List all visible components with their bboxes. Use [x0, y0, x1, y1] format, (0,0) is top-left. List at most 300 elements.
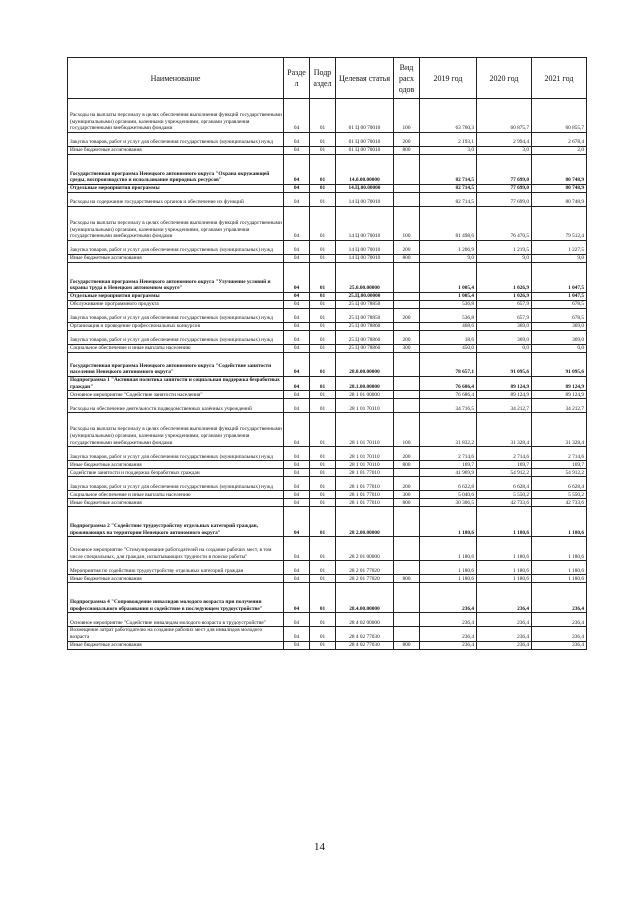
cell-subsection: 01: [310, 377, 336, 391]
cell-2021: 80 748,9: [532, 193, 587, 207]
cell-expense-type: [394, 627, 420, 641]
cell-expense-type: 100: [394, 413, 420, 447]
cell-subsection: 01: [310, 469, 336, 477]
cell-name: Иные бюджетные ассигнования: [68, 499, 284, 507]
table-row: [68, 241, 587, 255]
cell-name: Подпрограмма 1 "Активная политика занятости и социальная поддержка безработных граждан": [68, 377, 284, 391]
cell-section: 04: [284, 469, 310, 477]
cell-target-article: 28 1 01 70110: [336, 461, 394, 469]
table-row: [68, 391, 587, 399]
cell-2019: 82 714,5: [420, 155, 477, 185]
cell-name: Организация и проведение профессиональных конкурсов: [68, 323, 284, 331]
cell-2021: 369,0: [532, 323, 587, 331]
cell-2020: 54 912,2: [477, 469, 532, 477]
cell-expense-type: 100: [394, 207, 420, 241]
cell-subsection: 01: [310, 447, 336, 461]
cell-section: 04: [284, 345, 310, 353]
cell-2019: 236,4: [420, 613, 477, 627]
cell-2019: 1 180,6: [420, 507, 477, 537]
cell-target-article: 28 1 01 70110: [336, 447, 394, 461]
header-year-2021: 2021 год: [532, 58, 587, 99]
cell-section: 04: [284, 147, 310, 155]
cell-expense-type: 200: [394, 331, 420, 345]
cell-target-article: 14 Ц 00 70010: [336, 207, 394, 241]
cell-subsection: 01: [310, 477, 336, 491]
cell-2020: 77 699,0: [477, 185, 532, 193]
cell-name: Иные бюджетные ассигнования: [68, 575, 284, 583]
cell-2020: 6 628,4: [477, 477, 532, 491]
cell-name: Иные бюджетные ассигнования: [68, 461, 284, 469]
cell-target-article: 25 Ц 00 78860: [336, 331, 394, 345]
table-row: [68, 345, 587, 353]
cell-2021: 5 550,2: [532, 491, 587, 499]
cell-2019: 18,6: [420, 331, 477, 345]
cell-target-article: 28.4.00.00000: [336, 583, 394, 613]
table-row: [68, 641, 587, 649]
cell-target-article: 28 2 01 77020: [336, 575, 394, 583]
cell-subsection: 01: [310, 147, 336, 155]
header-section: Разде л: [284, 58, 310, 99]
cell-section: 04: [284, 207, 310, 241]
cell-section: 04: [284, 641, 310, 649]
cell-section: 04: [284, 133, 310, 147]
cell-2020: 89 124,9: [477, 377, 532, 391]
cell-2021: 89 124,9: [532, 391, 587, 399]
cell-2021: 79 512,4: [532, 207, 587, 241]
cell-target-article: 28 4 02 00000: [336, 613, 394, 627]
cell-expense-type: 800: [394, 147, 420, 155]
cell-subsection: 01: [310, 507, 336, 537]
cell-2020: 1 180,6: [477, 575, 532, 583]
cell-section: 04: [284, 575, 310, 583]
cell-target-article: 25.0.00.00000: [336, 263, 394, 293]
cell-expense-type: 300: [394, 491, 420, 499]
cell-2019: 63 760,3: [420, 99, 477, 133]
cell-2020: 169,7: [477, 461, 532, 469]
table-row: [68, 627, 587, 641]
cell-2019: 536,8: [420, 301, 477, 309]
cell-2020: 42 733,6: [477, 499, 532, 507]
cell-2019: 1 180,6: [420, 537, 477, 561]
cell-2021: 1 047,5: [532, 263, 587, 293]
cell-2021: 1 180,6: [532, 561, 587, 575]
table-header-row: [68, 58, 587, 99]
cell-target-article: 28 2 01 00000: [336, 537, 394, 561]
cell-section: 04: [284, 331, 310, 345]
table-body: [68, 99, 587, 650]
cell-name: Подпрограмма 2 "Содействие трудоустройству отдельных категорий граждан, проживающих на территории Ненецкого автономного округа": [68, 507, 284, 537]
cell-name: Социальное обеспечение и иные выплаты населению: [68, 345, 284, 353]
table-row: [68, 583, 587, 613]
cell-2020: 1 219,5: [477, 241, 532, 255]
cell-2020: 657,9: [477, 301, 532, 309]
table-row: [68, 413, 587, 447]
cell-expense-type: 800: [394, 641, 420, 649]
cell-2020: 76 470,5: [477, 207, 532, 241]
cell-target-article: 25 Ц 00 78850: [336, 309, 394, 323]
cell-subsection: 01: [310, 133, 336, 147]
table-row: [68, 323, 587, 331]
cell-target-article: 25 Ц 00 78850: [336, 301, 394, 309]
table-row: [68, 301, 587, 309]
cell-subsection: 01: [310, 613, 336, 627]
cell-section: 04: [284, 323, 310, 331]
cell-2019: 1 005,4: [420, 263, 477, 293]
cell-2021: 6 628,4: [532, 477, 587, 491]
cell-expense-type: [394, 469, 420, 477]
cell-expense-type: [394, 399, 420, 413]
cell-section: 04: [284, 241, 310, 255]
cell-expense-type: 200: [394, 309, 420, 323]
cell-2021: 80 748,9: [532, 155, 587, 185]
cell-expense-type: [394, 561, 420, 575]
cell-section: 04: [284, 461, 310, 469]
cell-expense-type: [394, 353, 420, 377]
cell-section: 04: [284, 185, 310, 193]
cell-name: Закупка товаров, работ и услуг для обеспечения государственных (муниципальных) нужд: [68, 241, 284, 255]
cell-2020: 77 699,0: [477, 193, 532, 207]
cell-section: 04: [284, 255, 310, 263]
cell-name: Обслуживание программного продукта: [68, 301, 284, 309]
header-target-article: Целевая статья: [336, 58, 394, 99]
cell-2019: 1 005,4: [420, 293, 477, 301]
cell-subsection: 01: [310, 263, 336, 293]
cell-subsection: 01: [310, 345, 336, 353]
header-expense-type: Вид расх одов: [394, 58, 420, 99]
cell-2021: 678,5: [532, 309, 587, 323]
cell-2021: 54 912,2: [532, 469, 587, 477]
cell-2019: 236,4: [420, 583, 477, 613]
cell-target-article: 28 2.00.00000: [336, 507, 394, 537]
cell-expense-type: [394, 377, 420, 391]
cell-2019: 30 306,5: [420, 499, 477, 507]
cell-2020: 2 714,6: [477, 447, 532, 461]
cell-2019: 450,0: [420, 345, 477, 353]
cell-name: Социальное обеспечение и иные выплаты населению: [68, 491, 284, 499]
cell-subsection: 01: [310, 255, 336, 263]
cell-2021: 9,0: [532, 255, 587, 263]
cell-2020: 3,0: [477, 147, 532, 155]
cell-section: 04: [284, 293, 310, 301]
cell-2021: 169,7: [532, 461, 587, 469]
cell-subsection: 01: [310, 185, 336, 193]
cell-2019: 1 180,6: [420, 575, 477, 583]
cell-target-article: 28 1 01 00000: [336, 391, 394, 399]
cell-target-article: 28 4 02 77030: [336, 627, 394, 641]
cell-expense-type: [394, 293, 420, 301]
table-row: [68, 353, 587, 377]
cell-subsection: 01: [310, 399, 336, 413]
cell-subsection: 01: [310, 461, 336, 469]
cell-subsection: 01: [310, 413, 336, 447]
table-row: [68, 507, 587, 537]
table-row: [68, 263, 587, 293]
cell-section: 04: [284, 499, 310, 507]
cell-2020: 89 124,9: [477, 391, 532, 399]
cell-target-article: 28 2 01 77020: [336, 561, 394, 575]
cell-name: Расходы на обеспечение деятельности подведомственных казённых учреждений: [68, 399, 284, 413]
cell-name: Основное мероприятие "Стимулирование работодателей на создание рабочих мест, в том числе специальных, для граждан, испытывающих трудности в поиске работы": [68, 537, 284, 561]
cell-subsection: 01: [310, 207, 336, 241]
cell-target-article: 14.0.00.00000: [336, 155, 394, 185]
cell-expense-type: 200: [394, 447, 420, 461]
cell-expense-type: 800: [394, 499, 420, 507]
cell-name: Расходы на выплаты персоналу в целях обеспечения выполнения функций государственными (муниципальными) органами, казенными учреждениями, органами управления государственными внебюджетными фондами: [68, 99, 284, 133]
cell-target-article: 28.0.00.00000: [336, 353, 394, 377]
cell-section: 04: [284, 537, 310, 561]
cell-2021: 236,4: [532, 583, 587, 613]
cell-2021: 1 227,5: [532, 241, 587, 255]
cell-target-article: 28 4 02 77030: [336, 641, 394, 649]
cell-2020: 34 212,7: [477, 399, 532, 413]
table-row: [68, 309, 587, 323]
table-row: [68, 561, 587, 575]
cell-name: Иные бюджетные ассигнования: [68, 641, 284, 649]
cell-target-article: 14 Ц 00 70010: [336, 193, 394, 207]
cell-2019: 3,0: [420, 147, 477, 155]
cell-target-article: 25 Ц 00 78860: [336, 323, 394, 331]
cell-2020: 2 994,4: [477, 133, 532, 147]
cell-2019: 78 657,1: [420, 353, 477, 377]
cell-2021: 369,0: [532, 331, 587, 345]
cell-target-article: 28 1 01 77010: [336, 499, 394, 507]
cell-section: 04: [284, 507, 310, 537]
cell-2021: 1 180,6: [532, 575, 587, 583]
cell-2021: 42 733,6: [532, 499, 587, 507]
table-row: [68, 537, 587, 561]
cell-subsection: 01: [310, 561, 336, 575]
header-year-2020: 2020 год: [477, 58, 532, 99]
cell-section: 04: [284, 477, 310, 491]
cell-2020: 657,9: [477, 309, 532, 323]
cell-section: 04: [284, 301, 310, 309]
table-row: [68, 491, 587, 499]
cell-section: 04: [284, 263, 310, 293]
cell-name: Содействие занятости и поддержка безработных граждан: [68, 469, 284, 477]
cell-subsection: 01: [310, 499, 336, 507]
table-row: [68, 133, 587, 147]
cell-section: 04: [284, 491, 310, 499]
cell-2019: 1 180,6: [420, 561, 477, 575]
cell-subsection: 01: [310, 491, 336, 499]
cell-2019: 2 714,6: [420, 447, 477, 461]
cell-expense-type: [394, 193, 420, 207]
cell-expense-type: 300: [394, 345, 420, 353]
cell-2021: 31 328,4: [532, 413, 587, 447]
cell-name: Закупка товаров, работ и услуг для обеспечения государственных (муниципальных) нужд: [68, 133, 284, 147]
budget-table: [67, 57, 587, 650]
table-row: [68, 185, 587, 193]
cell-section: 04: [284, 399, 310, 413]
cell-subsection: 01: [310, 391, 336, 399]
cell-expense-type: 800: [394, 575, 420, 583]
cell-2019: 9,0: [420, 255, 477, 263]
cell-name: Расходы на содержание государственных органов и обеспечение их функций: [68, 193, 284, 207]
cell-subsection: 01: [310, 537, 336, 561]
cell-subsection: 01: [310, 641, 336, 649]
cell-2020: 5 550,2: [477, 491, 532, 499]
cell-subsection: 01: [310, 323, 336, 331]
cell-target-article: 25 Ц 00 78860: [336, 345, 394, 353]
cell-2019: 31 832,2: [420, 413, 477, 447]
cell-2019: 81 498,6: [420, 207, 477, 241]
cell-section: 04: [284, 99, 310, 133]
cell-section: 04: [284, 309, 310, 323]
cell-section: 04: [284, 583, 310, 613]
cell-target-article: 28 1 01 77010: [336, 477, 394, 491]
cell-target-article: 01 Ц 00 70010: [336, 147, 394, 155]
cell-subsection: 01: [310, 193, 336, 207]
cell-section: 04: [284, 413, 310, 447]
table-row: [68, 399, 587, 413]
cell-subsection: 01: [310, 155, 336, 185]
cell-name: Иные бюджетные ассигнования: [68, 147, 284, 155]
cell-section: 04: [284, 193, 310, 207]
cell-name: Государственная программа Ненецкого автономного округа "Содействие занятости населения Ненецкого автономного округа": [68, 353, 284, 377]
table-row: [68, 499, 587, 507]
cell-2021: 1 180,6: [532, 537, 587, 561]
cell-name: Возмещение затрат работодателю на создание рабочих мест для инвалидов молодого возраста: [68, 627, 284, 641]
cell-name: Мероприятия по содействию трудоустройству отдельных категорий граждан: [68, 561, 284, 575]
cell-2020: 1 026,9: [477, 293, 532, 301]
cell-name: Основное мероприятие "Содействие занятости населения": [68, 391, 284, 399]
cell-2020: 369,0: [477, 323, 532, 331]
cell-section: 04: [284, 353, 310, 377]
cell-name: Расходы на выплаты персоналу в целях обеспечения выполнения функций государственными (муниципальными) органами, казенными учреждениями, органами управления государственными внебюджетными фондами: [68, 207, 284, 241]
cell-expense-type: 200: [394, 477, 420, 491]
cell-2020: 1 026,9: [477, 263, 532, 293]
cell-2020: 1 180,6: [477, 537, 532, 561]
cell-2019: 5 040,6: [420, 491, 477, 499]
page-number: 14: [314, 841, 325, 853]
cell-2020: 236,4: [477, 583, 532, 613]
cell-2020: 1 180,6: [477, 507, 532, 537]
cell-name: Государственная программа Ненецкого автономного округа "Улучшение условий и охраны труда в Ненецком автономном округе": [68, 263, 284, 293]
header-year-2019: 2019 год: [420, 58, 477, 99]
cell-name: Отдельные мероприятия программы: [68, 185, 284, 193]
cell-2021: 0,0: [532, 345, 587, 353]
cell-2021: 2 714,6: [532, 447, 587, 461]
cell-expense-type: [394, 613, 420, 627]
header-subsection: Подр аздел: [310, 58, 336, 99]
cell-2021: 678,5: [532, 301, 587, 309]
cell-2020: 9,0: [477, 255, 532, 263]
cell-subsection: 01: [310, 583, 336, 613]
cell-2021: 236,4: [532, 641, 587, 649]
cell-expense-type: 800: [394, 255, 420, 263]
cell-2019: 236,4: [420, 627, 477, 641]
cell-2021: 236,4: [532, 613, 587, 627]
cell-subsection: 01: [310, 301, 336, 309]
cell-expense-type: [394, 391, 420, 399]
cell-2019: 468,6: [420, 323, 477, 331]
table-row: [68, 477, 587, 491]
table-row: [68, 575, 587, 583]
table-row: [68, 469, 587, 477]
cell-expense-type: [394, 155, 420, 185]
cell-2021: 1 047,5: [532, 293, 587, 301]
cell-expense-type: 200: [394, 133, 420, 147]
cell-section: 04: [284, 155, 310, 185]
cell-expense-type: [394, 583, 420, 613]
cell-name: Иные бюджетные ассигнования: [68, 255, 284, 263]
table-row: [68, 293, 587, 301]
table-row: [68, 193, 587, 207]
cell-name: Государственная программа Ненецкого автономного округа "Охрана окружающей среды, воспроизводство и использование природных ресурсов": [68, 155, 284, 185]
cell-name: Подпрограмма 4 "Сопровождение инвалидов молодого возраста при получении профессионального образования и содействие в последующем трудоустройстве": [68, 583, 284, 613]
cell-section: 04: [284, 613, 310, 627]
table-row: [68, 377, 587, 391]
cell-name: Закупка товаров, работ и услуг для обеспечения государственных (муниципальных) нужд: [68, 331, 284, 345]
table-row: [68, 331, 587, 345]
cell-target-article: 28 1 01 77010: [336, 491, 394, 499]
cell-expense-type: [394, 185, 420, 193]
cell-2020: 91 095,6: [477, 353, 532, 377]
cell-section: 04: [284, 391, 310, 399]
cell-expense-type: 100: [394, 99, 420, 133]
cell-2019: 34 716,5: [420, 399, 477, 413]
cell-2019: 82 714,5: [420, 193, 477, 207]
cell-subsection: 01: [310, 293, 336, 301]
table-row: [68, 207, 587, 241]
cell-name: Отдельные мероприятия программы: [68, 293, 284, 301]
cell-target-article: 01 Ц 00 70010: [336, 133, 394, 147]
cell-name: Основное мероприятие "Содействие инвалидам молодого возраста в трудоустройстве": [68, 613, 284, 627]
cell-expense-type: 200: [394, 241, 420, 255]
cell-target-article: 14.Ц.00.00000: [336, 185, 394, 193]
cell-target-article: 28.1.00.00000: [336, 377, 394, 391]
cell-subsection: 01: [310, 241, 336, 255]
cell-2019: 1 206,9: [420, 241, 477, 255]
cell-2019: 236,4: [420, 641, 477, 649]
cell-2020: 77 699,0: [477, 155, 532, 185]
cell-expense-type: [394, 323, 420, 331]
cell-2020: 236,4: [477, 627, 532, 641]
cell-subsection: 01: [310, 99, 336, 133]
cell-2020: 236,4: [477, 641, 532, 649]
cell-2021: 34 212,7: [532, 399, 587, 413]
cell-2021: 1 180,6: [532, 507, 587, 537]
cell-2021: 91 095,6: [532, 353, 587, 377]
cell-name: Закупка товаров, работ и услуг для обеспечения государственных (муниципальных) нужд: [68, 477, 284, 491]
cell-2019: 2 193,1: [420, 133, 477, 147]
cell-target-article: 14 Ц 00 70010: [336, 241, 394, 255]
table-row: [68, 461, 587, 469]
table-row: [68, 255, 587, 263]
cell-expense-type: [394, 507, 420, 537]
cell-target-article: 01 Ц 00 70010: [336, 99, 394, 133]
cell-2021: 60 855,7: [532, 99, 587, 133]
cell-target-article: 28 1 01 70110: [336, 413, 394, 447]
header-name: Наименование: [68, 58, 284, 99]
cell-2020: 31 328,4: [477, 413, 532, 447]
cell-2019: 82 714,5: [420, 185, 477, 193]
table-row: [68, 613, 587, 627]
cell-2019: 169,7: [420, 461, 477, 469]
cell-target-article: 25.Ц.00.00000: [336, 293, 394, 301]
cell-2021: 89 124,9: [532, 377, 587, 391]
cell-2021: 80 748,9: [532, 185, 587, 193]
cell-name: Расходы на выплаты персоналу в целях обеспечения выполнения функций государственными (муниципальными) органами, казенными учреждениями, органами управления государственными внебюджетными фондами: [68, 413, 284, 447]
cell-2019: 76 686,4: [420, 391, 477, 399]
cell-2019: 6 622,8: [420, 477, 477, 491]
cell-2021: 2,0: [532, 147, 587, 155]
cell-2021: 236,4: [532, 627, 587, 641]
table-row: [68, 447, 587, 461]
cell-2020: 0,0: [477, 345, 532, 353]
cell-2021: 2 678,4: [532, 133, 587, 147]
cell-target-article: 14 Ц 00 70010: [336, 255, 394, 263]
